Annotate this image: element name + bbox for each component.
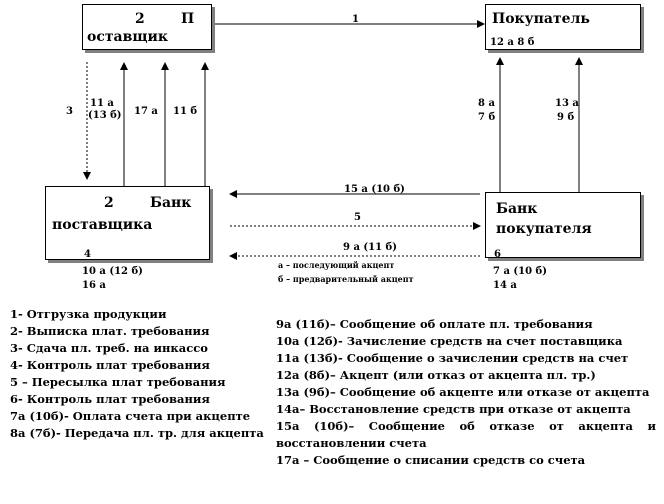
buyer-bank-line2: покупателя	[496, 221, 592, 237]
legend-item: 13а (9б)– Сообщение об акцепте или отказе от акцепта	[276, 385, 650, 399]
legend-item: 6- Контроль плат требования	[10, 392, 210, 406]
buyer-bank-box	[485, 192, 641, 258]
buyer-title: Покупатель	[492, 11, 590, 27]
legend-item: 15а (10б)– Сообщение об отказе от акцепта и восстановлении счета	[276, 419, 656, 450]
supplier-bank-box	[45, 186, 210, 260]
label-arrow-15a: 15 а (10 б)	[344, 184, 405, 195]
buyer-bank-below-2: 14 а	[493, 280, 517, 291]
buyer-bank-step: 6	[494, 249, 501, 260]
label-arrow-17a: 17 а	[134, 106, 158, 117]
legend-item: 11а (13б)- Сообщение о зачислении средств на счет	[276, 351, 629, 365]
legend-item: 2- Выписка плат. требования	[10, 324, 210, 338]
supplier-box	[82, 4, 212, 50]
supplier-bank-step: 4	[84, 249, 91, 260]
legend-item: 5 – Пересылка плат требования	[10, 375, 226, 389]
legend-item: 4- Контроль плат требования	[10, 358, 210, 372]
label-arrow-11a-1: 11 а	[90, 98, 114, 109]
supplier-bank-line1: Банк	[150, 195, 192, 211]
legend-item: 12а (8б)– Акцепт (или отказ от акцепта пл. тр.)	[276, 368, 596, 382]
label-arrow-8a-1: 8 а	[478, 98, 495, 109]
buyer-bank-below-1: 7 а (10 б)	[493, 266, 547, 277]
legend-right	[276, 316, 656, 469]
legend-item: 10а (12б)- Зачисление средств на счет поставщика	[276, 334, 623, 348]
supplier-bank-line2: поставщика	[52, 217, 153, 233]
label-arrow-1: 1	[352, 14, 359, 25]
label-arrow-5: 5	[354, 212, 361, 223]
legend-item: 8а (7б)- Передача пл. тр. для акцепта	[10, 426, 264, 440]
legend-left	[10, 306, 272, 442]
legend-item: 17а – Сообщение о списании средств со счета	[276, 453, 586, 467]
supplier-number: 2	[135, 11, 145, 27]
supplier-bank-below-2: 16 а	[82, 280, 106, 291]
label-arrow-8a-2: 7 б	[478, 112, 496, 123]
supplier-label: оставщик	[87, 29, 168, 45]
note-preliminary-acceptance: б – предварительный акцепт	[278, 274, 414, 284]
label-arrow-13a-1: 13 а	[555, 98, 579, 109]
buyer-bank-line1: Банк	[496, 201, 538, 217]
legend-item: 14а– Восстановление средств при отказе от акцепта	[276, 402, 631, 416]
label-arrow-3: 3	[66, 106, 73, 117]
buyer-steps: 12 а 8 б	[490, 37, 535, 48]
legend-item: 9а (11б)– Сообщение об оплате пл. требования	[276, 317, 593, 331]
label-arrow-13a-2: 9 б	[557, 112, 575, 123]
label-arrow-11b: 11 б	[173, 106, 198, 117]
legend-item: 1- Отгрузка продукции	[10, 307, 167, 321]
legend-item: 7а (10б)- Оплата счета при акцепте	[10, 409, 251, 423]
note-subsequent-acceptance: а – последующий акцепт	[278, 260, 395, 270]
supplier-bank-below-1: 10 а (12 б)	[82, 266, 143, 277]
buyer-box	[485, 4, 641, 50]
label-arrow-9a: 9 а (11 б)	[343, 242, 397, 253]
label-arrow-11a-2: (13 б)	[88, 110, 122, 121]
supplier-bank-number: 2	[104, 195, 114, 211]
legend-item: 3- Сдача пл. треб. на инкассо	[10, 341, 208, 355]
supplier-letter: П	[181, 11, 195, 27]
